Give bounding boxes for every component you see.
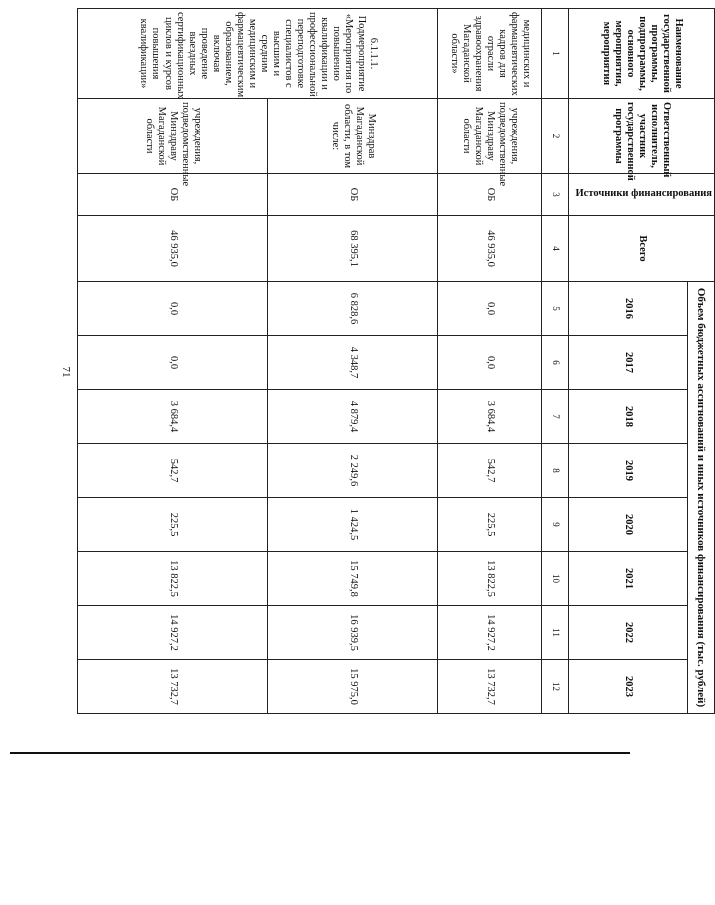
col-number: 6: [542, 336, 569, 390]
header-name: Наименование государственной программы, подпрограммы, основного мероприятия, мероприятия: [569, 9, 715, 99]
budget-table: [77, 8, 715, 714]
row-value-2018: 4 879,4: [268, 390, 438, 444]
row-value-2023: 13 732,7: [78, 660, 268, 714]
row-value-2022: 14 927,2: [78, 606, 268, 660]
header-sources-text: Источники финансирования: [575, 188, 712, 200]
header-executor: Ответственный исполнитель, участник государственной программы: [569, 99, 715, 174]
header-year-2017: 2017: [569, 336, 687, 390]
budget-table-rotated: [85, 8, 715, 713]
header-year-2018: 2018: [569, 390, 687, 444]
col-number: 1: [542, 9, 569, 99]
col-number: 9: [542, 498, 569, 552]
row-name: медицинских и фармацевтических кадров для отрасли здравоохранения Магаданской области»: [438, 9, 542, 99]
table-row: [268, 9, 438, 714]
header-total: Всего: [569, 216, 715, 282]
header-year-2020: 2020: [569, 498, 687, 552]
row-value-2022: 14 927,2: [438, 606, 542, 660]
header-year-2023: 2023: [569, 660, 687, 714]
header-year-2016: 2016: [569, 282, 687, 336]
table-row: [438, 9, 542, 714]
row-total: 68 395,1: [268, 216, 438, 282]
row-source: ОБ: [78, 174, 268, 216]
row-value-2021: 13 822,5: [78, 552, 268, 606]
row-source: ОБ: [268, 174, 438, 216]
header-row-1: [687, 9, 714, 714]
header-year-2021: 2021: [569, 552, 687, 606]
table-row: [78, 9, 268, 714]
row-executor: учреждения, подведомственные Минздраву Магаданской области: [438, 99, 542, 174]
col-number: 2: [542, 99, 569, 174]
column-number-row: [542, 9, 569, 714]
row-value-2021: 15 749,8: [268, 552, 438, 606]
row-value-2016: 6 828,6: [268, 282, 438, 336]
col-number: 11: [542, 606, 569, 660]
row-value-2018: 3 684,4: [78, 390, 268, 444]
col-number: 5: [542, 282, 569, 336]
page-number: 71: [60, 366, 72, 378]
bottom-rule: [10, 752, 630, 754]
row-value-2019: 542,7: [78, 444, 268, 498]
row-value-2020: 1 424,5: [268, 498, 438, 552]
header-sources: [569, 174, 715, 216]
row-value-2020: 225,5: [78, 498, 268, 552]
col-number: 12: [542, 660, 569, 714]
row-value-2017: 0,0: [438, 336, 542, 390]
col-number: 3: [542, 174, 569, 216]
row-value-2020: 225,5: [438, 498, 542, 552]
row-executor: учреждения, подведомственные Минздраву Магаданской области: [78, 99, 268, 174]
row-value-2016: 0,0: [438, 282, 542, 336]
row-value-2019: 2 249,6: [268, 444, 438, 498]
row-value-2022: 16 939,5: [268, 606, 438, 660]
header-year-2022: 2022: [569, 606, 687, 660]
row-value-2018: 3 684,4: [438, 390, 542, 444]
row-value-2017: 0,0: [78, 336, 268, 390]
row-source: ОБ: [438, 174, 542, 216]
row-value-2021: 13 822,5: [438, 552, 542, 606]
col-number: 8: [542, 444, 569, 498]
row-value-2016: 0,0: [78, 282, 268, 336]
row-value-2023: 13 732,7: [438, 660, 542, 714]
row-value-2019: 542,7: [438, 444, 542, 498]
row-value-2023: 15 975,0: [268, 660, 438, 714]
header-funding-group: Объем бюджетных ассигнований и иных источников финансирования (тыс. рублей): [687, 282, 714, 714]
row-executor: Минздрав Магаданской области, в том числе:: [268, 99, 438, 174]
row-name: 6.1.1.1. Подмероприятие «Мероприятия по повышению квалификации и профессиональной переподготовке специалистов с высшим и средним медицинским и фармацевтическим образованием, включая проведение выездных сертификационных циклов и курсов повышения квалификации»: [78, 9, 438, 99]
col-number: 7: [542, 390, 569, 444]
col-number: 10: [542, 552, 569, 606]
row-total: 46 935,0: [78, 216, 268, 282]
col-number: 4: [542, 216, 569, 282]
row-total: 46 935,0: [438, 216, 542, 282]
header-year-2019: 2019: [569, 444, 687, 498]
row-value-2017: 4 348,7: [268, 336, 438, 390]
